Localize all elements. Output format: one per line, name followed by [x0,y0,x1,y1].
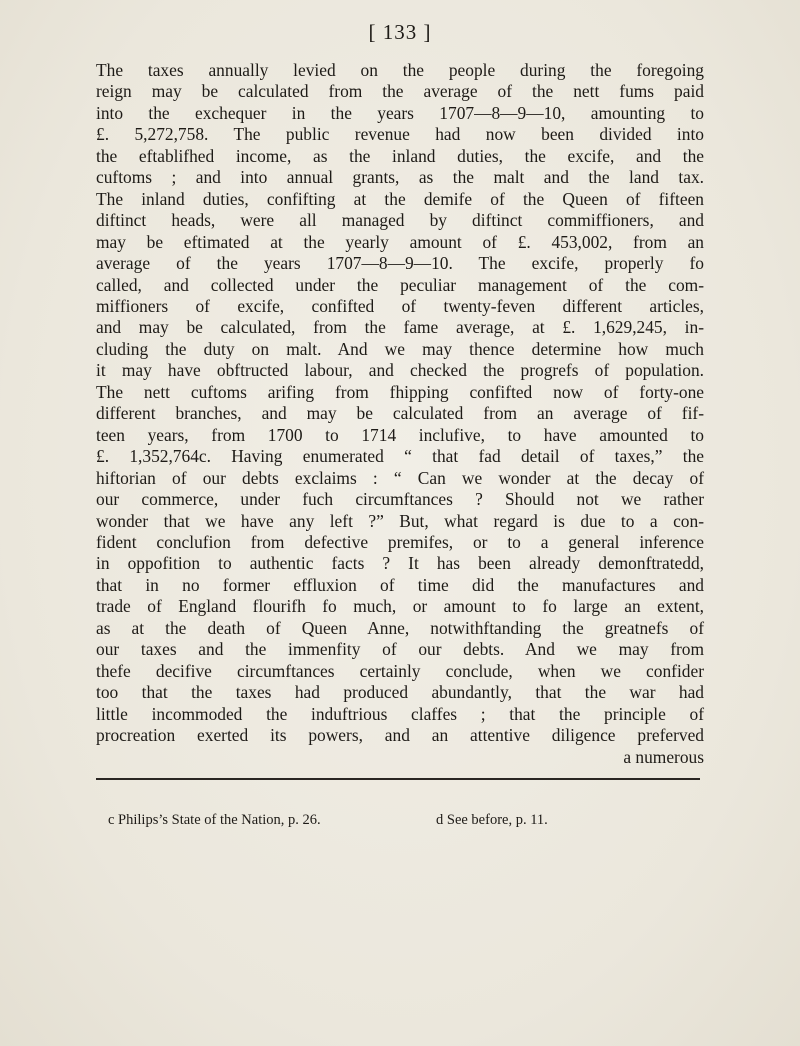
text-line: procreation exerted its powers, and an attentive diligence preferved [96,725,704,746]
text-line: fident conclufion from defective premifes, or to a general inference [96,531,704,552]
text-line: The nett cuftoms arifing from fhipping confifted now of forty-one [96,381,704,402]
text-line: the eftablifhed income, as the inland duties, the excife, and the [96,145,704,166]
footnote-c: c Philips’s State of the Nation, p. 26. [108,812,321,828]
text-line: cuftoms ; and into annual grants, as the malt and the land tax. [96,167,704,188]
text-line: The inland duties, confifting at the demife of the Queen of fifteen [96,188,704,209]
text-line: called, and collected under the peculiar management of the com- [96,274,704,295]
catchword-line: a numerous [623,746,704,767]
text-line: our commerce, under fuch circumftances ? Should not we rather [96,489,704,510]
text-line: into the exchequer in the years 1707—8—9—10, amounting to [96,102,704,123]
text-line: as at the death of Queen Anne, notwithftanding the greatnefs of [96,617,704,638]
text-line: miffioners of excife, confifted of twenty-feven different articles, [96,295,704,316]
text-line: trade of England flourifh fo much, or amount to fo large an extent, [96,596,704,617]
text-line: reign may be calculated from the average of the nett fums paid [96,81,704,102]
text-line: too that the taxes had produced abundantly, that the war had [96,682,704,703]
text-line: little incommoded the induftrious claffes ; that the principle of [96,703,704,724]
text-line: teen years, from 1700 to 1714 inclufive, to have amounted to [96,424,704,445]
text-line: it may have obftructed labour, and checked the progrefs of population. [96,360,704,381]
text-line: in oppofition to authentic facts ? It has been already demonftratedd, [96,553,704,574]
text-line: thefe decifive circumftances certainly conclude, when we confider [96,660,704,681]
text-line: The taxes annually levied on the people during the foregoing [96,60,704,80]
text-line: cluding the duty on malt. And we may thence determine how much [96,338,704,359]
text-line: may be eftimated at the yearly amount of £. 453,002, from an [96,231,704,252]
text-line: different branches, and may be calculated from an average of fif- [96,403,704,424]
page-number: [ 133 ] [368,20,432,44]
text-line: that in no former effluxion of time did the manufactures and [96,574,704,595]
text-line: hiftorian of our debts exclaims : “ Can we wonder at the decay of [96,467,704,488]
text-line: and may be calculated, from the fame average, at £. 1,629,245, in- [96,317,704,338]
text-line: wonder that we have any left ?” But, what regard is due to a con- [96,510,704,531]
text-line: diftinct heads, were all managed by diftinct commiffioners, and [96,210,704,231]
body-text [96,60,704,768]
text-line: our taxes and the immenfity of our debts. And we may from [96,639,704,660]
text-line: £. 5,272,758. The public revenue had now been divided into [96,124,704,145]
text-line: £. 1,352,764c. Having enumerated “ that fad detail of taxes,” the [96,446,704,467]
text-line: average of the years 1707—8—9—10. The excife, properly fo [96,253,704,274]
footnote-rule [96,778,700,780]
footnote-d: d See before, p. 11. [436,812,548,828]
